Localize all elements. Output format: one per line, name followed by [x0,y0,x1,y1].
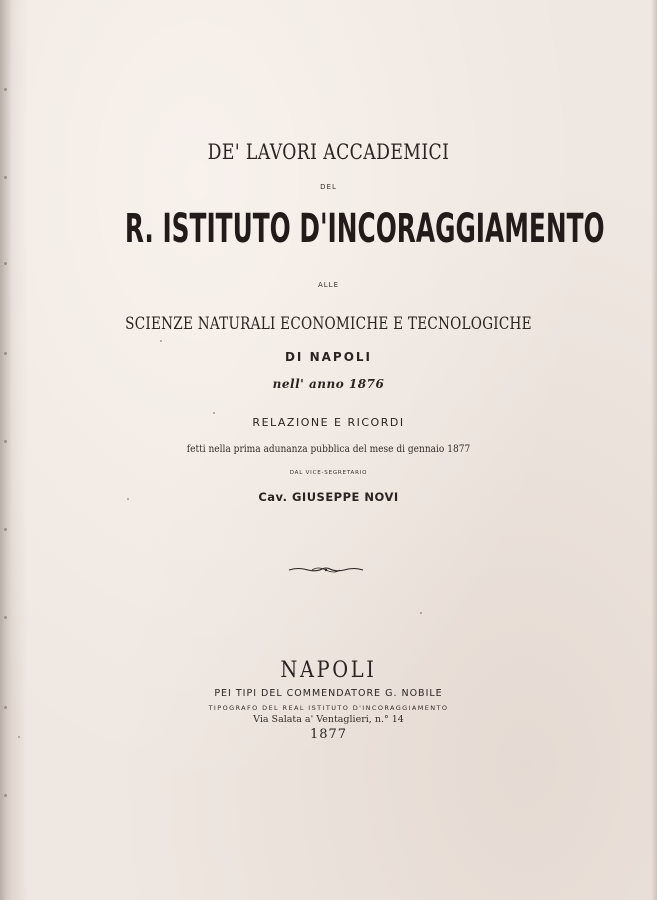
imprint-printer-role: TIPOGRAFO DEL REAL ISTITUTO D'INCORAGGIAMENTO [208,704,449,712]
imprint-address: Via Salata a' Ventaglieri, n.° 14 [253,714,404,725]
binding-stitch [4,528,7,531]
author-name: Cav. GIUSEPPE NOVI [258,490,399,504]
city-line: DI NAPOLI [284,350,373,364]
heading-del: DEL [320,183,337,191]
paper-speck [127,498,129,500]
heading-alle: ALLE [317,281,339,289]
binding-stitch [4,616,7,619]
binding-stitch [4,176,7,179]
decorative-rule-ornament-icon [288,564,364,576]
paper-speck [213,412,215,414]
binding-stitch [4,440,7,443]
heading-lavori: DE' LAVORI ACCADEMICI [207,140,450,164]
report-occasion: fetti nella prima adunanza pubblica del mese di gennaio 1877 [186,443,471,455]
paper-speck [160,340,162,342]
institute-title: R. ISTITUTO D'INCORAGGIAMENTO [124,206,605,252]
binding-edge [0,0,12,900]
binding-stitch [4,262,7,265]
paper-speck [18,736,20,738]
paper-speck [420,612,422,614]
report-title: RELAZIONE E RICORDI [252,416,405,429]
year-line: nell' anno 1876 [272,377,385,391]
imprint-city: NAPOLI [280,658,377,683]
imprint-printer: PEI TIPI DEL COMMENDATORE G. NOBILE [214,688,443,699]
sciences-line: SCIENZE NATURALI ECONOMICHE E TECNOLOGICHE [125,314,532,334]
binding-stitch [4,88,7,91]
author-role: DAL VICE-SEGRETARIO [289,470,368,476]
page-edge [651,0,657,900]
binding-stitch [4,794,7,797]
imprint-year: 1877 [309,727,348,742]
